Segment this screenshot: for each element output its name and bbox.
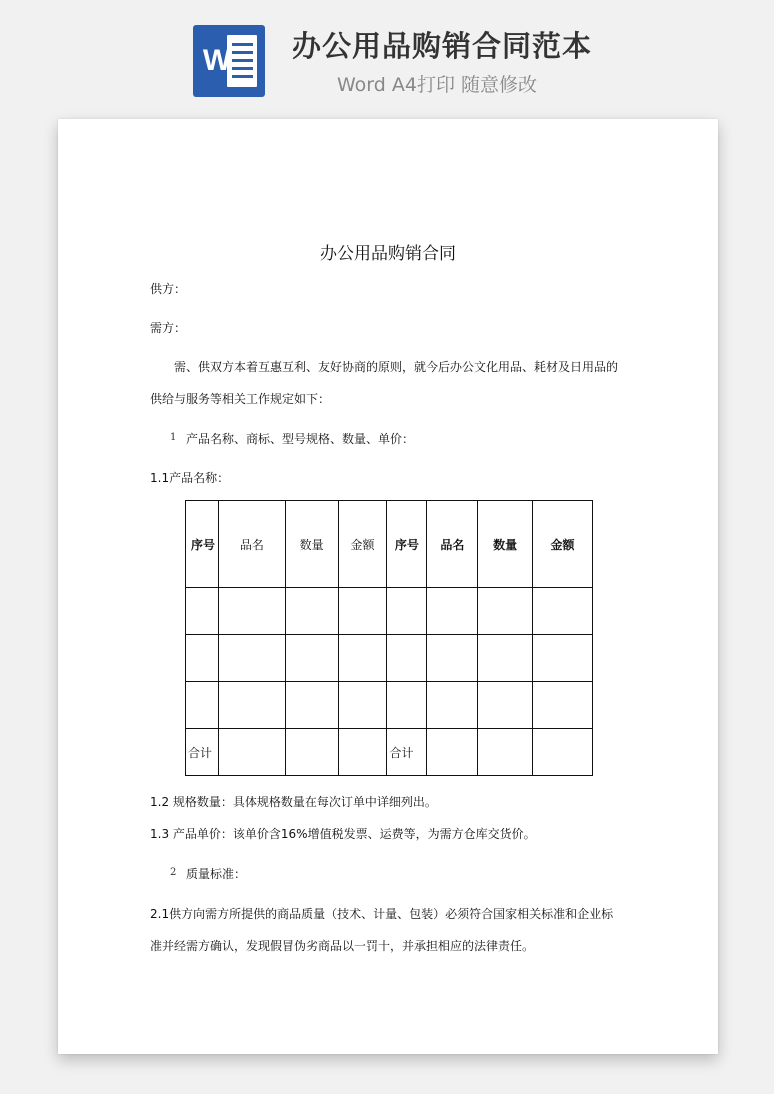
header-cell-amount-2: 金额 [533,501,593,588]
product-table [185,500,593,776]
header-cell-quantity-2: 数量 [478,501,533,588]
section-2-number: 2 [170,867,177,878]
header-subtitle: Word A4打印 随意修改 [336,74,537,96]
header-cell-index-2: 序号 [387,501,427,588]
section-1-number: 1 [170,432,177,443]
intro-line-1: 需、供双方本着互惠互利、友好协商的原则，就今后办公文化用品、耗材及日用品的 [174,360,619,374]
table-row [186,635,593,682]
header-cell-name: 品名 [218,501,285,588]
header-cell-name-2: 品名 [427,501,478,588]
supplier-label: 供方： [150,282,187,296]
section-1-3: 1.3 产品单价：该单价含16%增值税发票、运费等，为需方仓库交货价。 [150,827,536,841]
word-icon [193,25,265,97]
document-page [58,119,718,1054]
section-2-1-line-1: 2.1供方向需方所提供的商品质量（技术、计量、包装）必须符合国家相关标准和企业标 [150,907,614,921]
section-2-1-line-2: 准并经需方确认，发现假冒伪劣商品以一罚十，并承担相应的法律责任。 [150,939,535,953]
header-cell-amount: 金额 [338,501,387,588]
header-cell-index: 序号 [186,501,219,588]
document-title: 办公用品购销合同 [320,244,456,264]
sum-label-right: 合计 [387,729,427,776]
table-header-row [186,501,593,588]
buyer-label: 需方： [150,321,187,335]
section-1-2: 1.2 规格数量：具体规格数量在每次订单中详细列出。 [150,795,437,809]
header-title: 办公用品购销合同范本 [291,29,592,63]
intro-line-2: 供给与服务等相关工作规定如下： [150,392,331,406]
word-icon-letter: W [202,44,232,77]
section-1-title: 产品名称、商标、型号规格、数量、单价： [186,432,415,446]
header [0,0,774,118]
section-2-title: 质量标准： [186,867,247,881]
table-row [186,588,593,635]
header-cell-quantity: 数量 [285,501,338,588]
sum-label-left: 合计 [186,729,219,776]
table-sum-row [186,729,593,776]
section-1-1: 1.1产品名称： [150,471,230,485]
table-row [186,682,593,729]
